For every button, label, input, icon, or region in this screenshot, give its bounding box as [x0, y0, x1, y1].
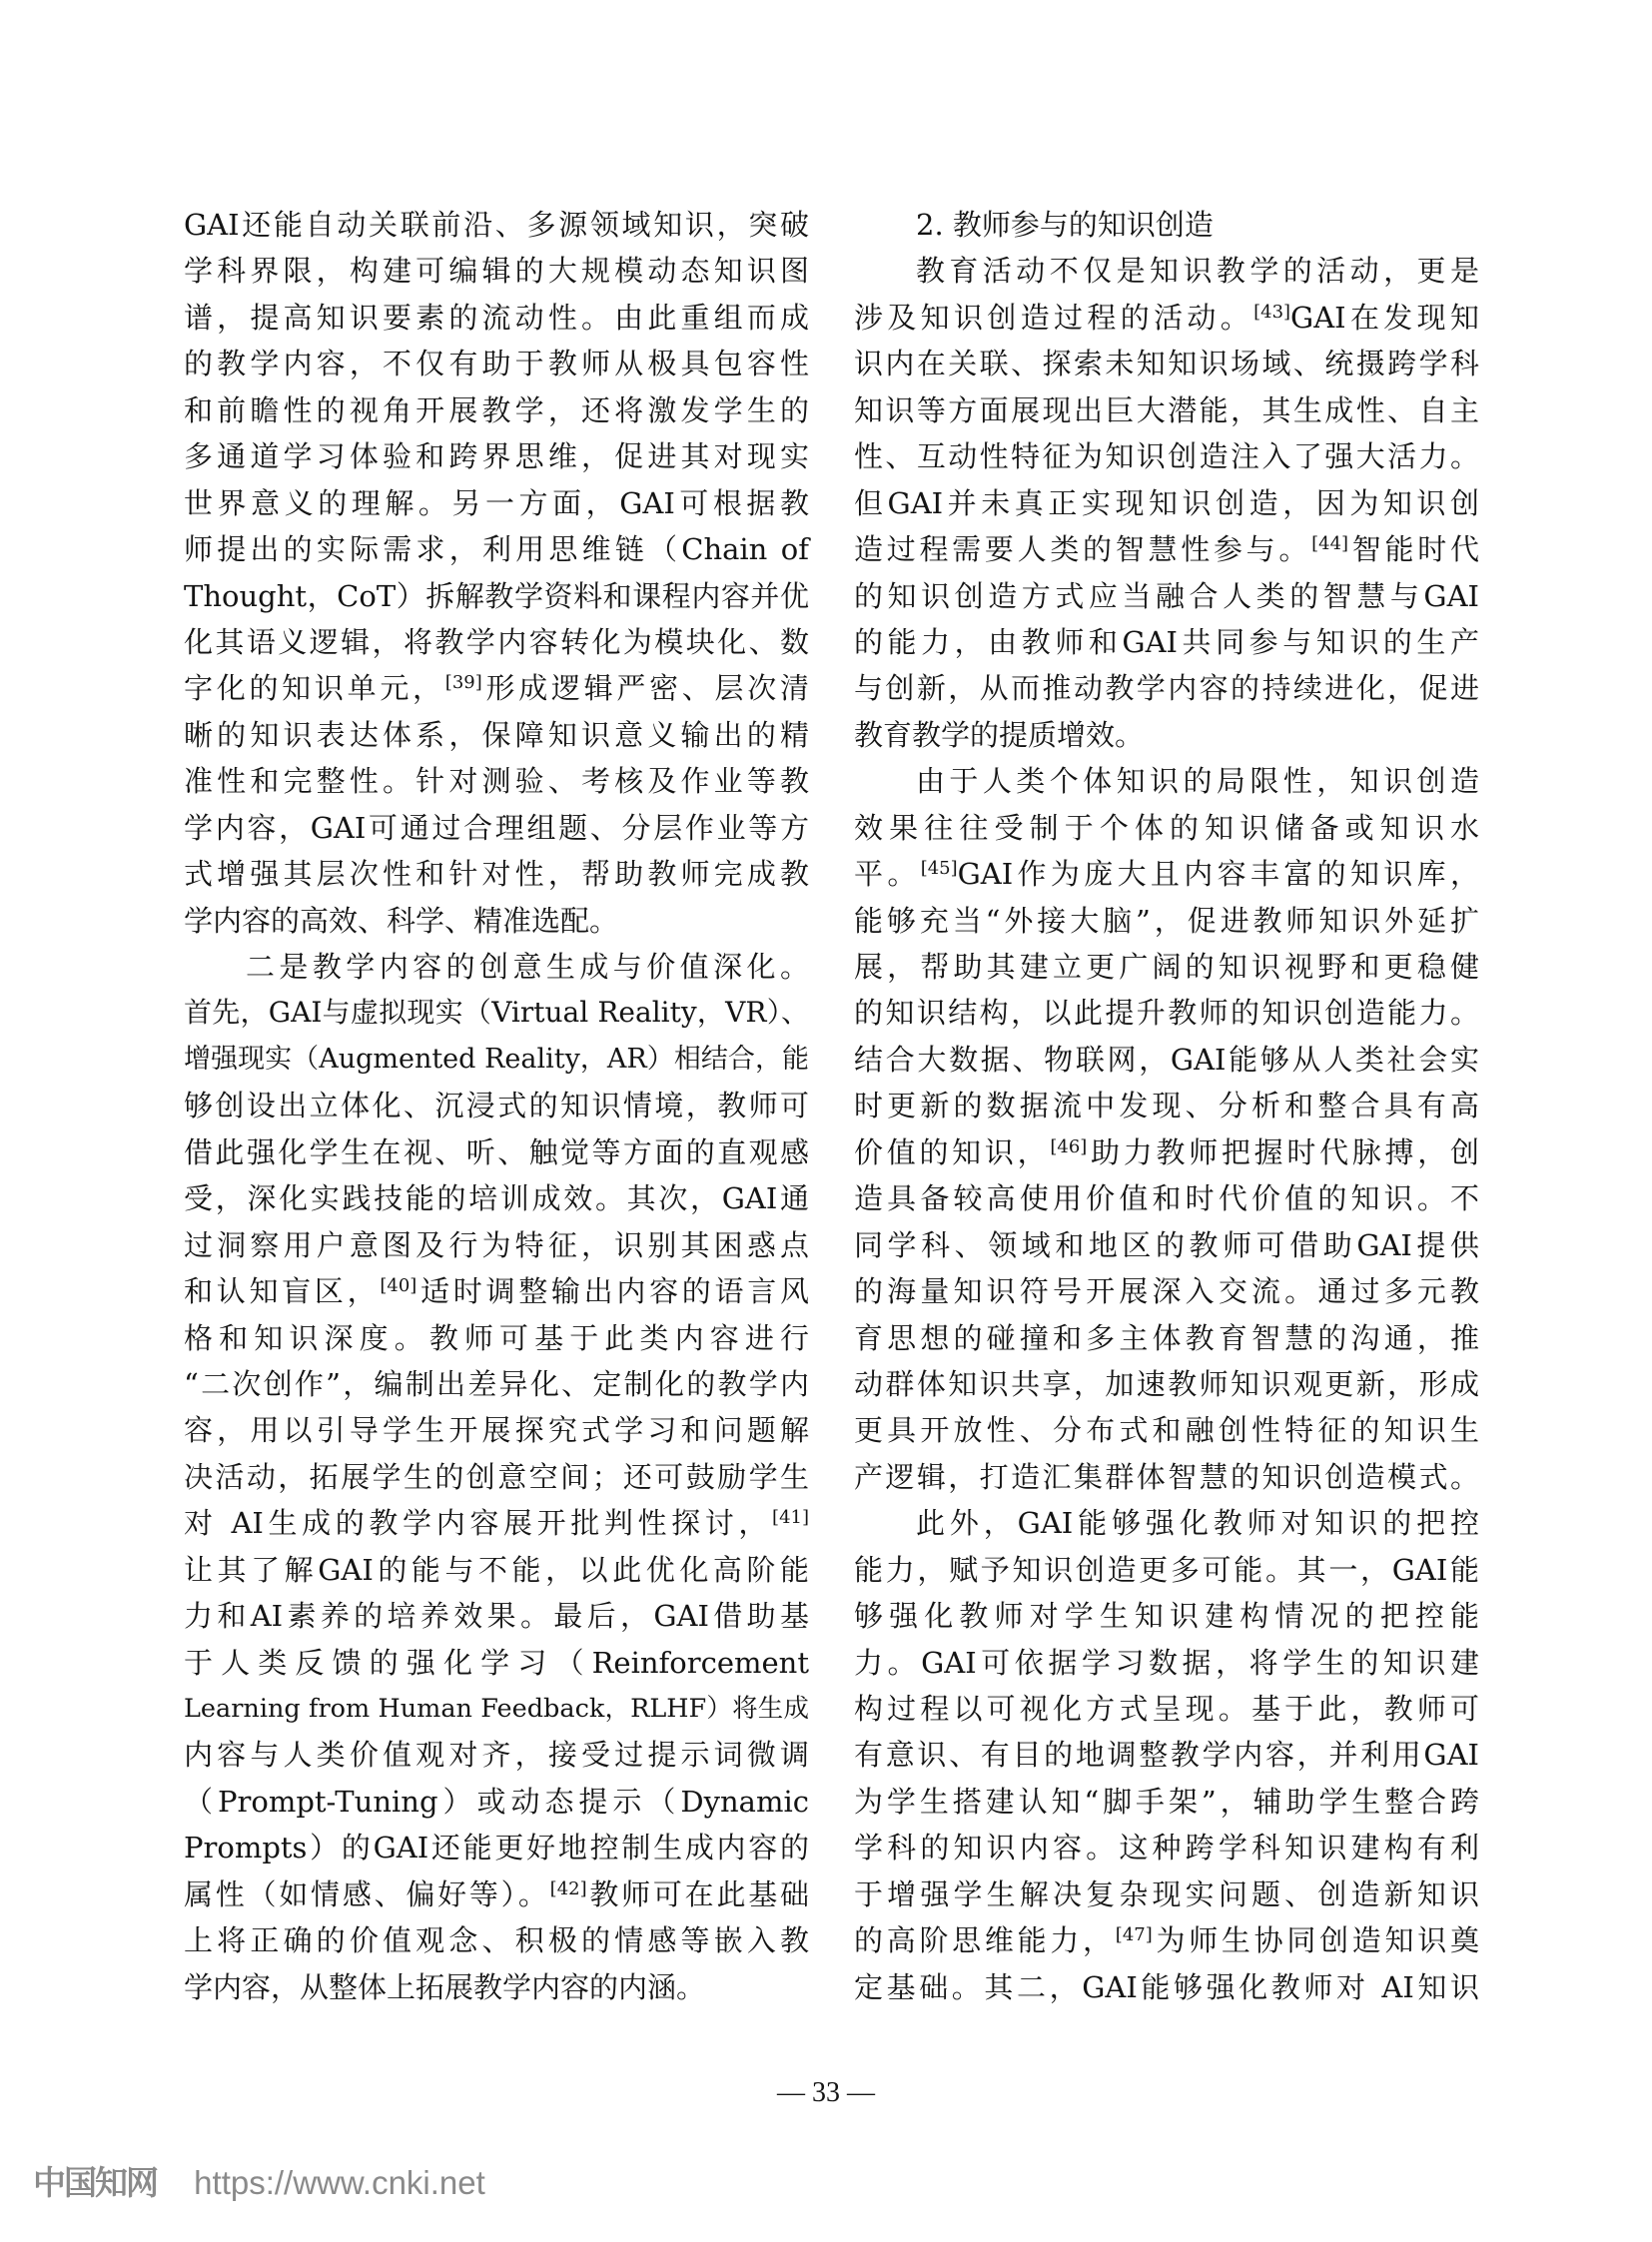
line-text: 学科的知识内容。这种跨学科知识建构有利	[854, 1831, 1479, 1866]
line-text: 动群体知识共享，加速教师知识观更新，形成	[854, 1366, 1479, 1401]
citation-marker[interactable]: [41]	[772, 1507, 809, 1529]
line-text-continued: 适时调整输出内容的语言风	[416, 1274, 809, 1309]
text-line	[854, 387, 1479, 433]
line-text-continued: 助力教师把握时代脉搏，创	[1087, 1134, 1479, 1169]
line-text: 于人类反馈的强化学习（Reinforcement	[184, 1645, 809, 1680]
text-line	[184, 898, 809, 944]
line-text: 格和知识深度。教师可基于此类内容进行	[184, 1320, 809, 1355]
line-text-continued: 教师可在此基础	[586, 1876, 809, 1911]
line-text: 够创设出立体化、沉浸式的知识情境，教师可	[184, 1089, 809, 1123]
citation-marker[interactable]: [43]	[1253, 301, 1291, 323]
line-text: 知识等方面展现出巨大潜能，其生成性、自主	[854, 392, 1479, 427]
text-line	[184, 573, 809, 619]
line-text: 力。GAI可依据学习数据，将学生的知识建	[854, 1645, 1479, 1680]
line-text: 首先，GAI与虚拟现实（Virtual Reality，VR）、	[184, 996, 809, 1030]
line-text-continued: 智能时代	[1348, 532, 1479, 567]
line-text: 此外，GAI能够强化教师对知识的把控	[916, 1506, 1479, 1541]
line-text: 的能力，由教师和GAI共同参与知识的生产	[854, 624, 1479, 659]
line-text: 造具备较高使用价值和时代价值的知识。不	[854, 1181, 1479, 1216]
left-column	[184, 202, 809, 2010]
text-line	[854, 573, 1479, 619]
text-line	[184, 619, 809, 665]
line-text: 与创新，从而推动教学内容的持续进化，促进	[854, 671, 1479, 706]
right-column	[854, 202, 1479, 2010]
text-line	[854, 1315, 1479, 1361]
line-text-continued: GAI在发现知	[1290, 300, 1479, 335]
line-text: 属性（如情感、偏好等）。	[184, 1876, 550, 1911]
line-text: 准性和完整性。针对测验、考核及作业等教	[184, 764, 809, 799]
text-line	[184, 1222, 809, 1268]
text-line	[184, 1037, 809, 1083]
page-number: — 33 —	[777, 2077, 875, 2108]
line-text: 价值的知识，	[854, 1134, 1051, 1169]
text-line	[854, 1361, 1479, 1407]
line-text: 同学科、领域和地区的教师可借助GAI提供	[854, 1227, 1479, 1262]
line-text: 师提出的实际需求，利用思维链（Chain of	[184, 532, 809, 567]
line-text: 对 AI生成的教学内容展开批判性探讨，	[184, 1506, 773, 1541]
text-line	[184, 712, 809, 758]
text-line	[184, 1175, 809, 1221]
line-text: 更具开放性、分布式和融创性特征的知识生	[854, 1413, 1479, 1448]
line-text: GAI还能自动关联前沿、多源领域知识，突破	[184, 208, 809, 242]
text-line	[854, 1825, 1479, 1870]
text-line	[184, 248, 809, 294]
citation-marker[interactable]: [39]	[444, 672, 482, 694]
line-text-continued: 形成逻辑严密、层次清	[481, 671, 809, 706]
text-line	[184, 341, 809, 386]
text-line	[854, 619, 1479, 665]
text-line	[854, 665, 1479, 711]
text-line	[854, 1964, 1479, 2010]
line-text: 够强化教师对学生知识建构情况的把控能	[854, 1599, 1479, 1634]
text-line	[854, 712, 1479, 758]
line-text: 化其语义逻辑，将教学内容转化为模块化、数	[184, 624, 809, 659]
line-text: 展，帮助其建立更广阔的知识视野和更稳健	[854, 950, 1479, 984]
text-line	[854, 1917, 1479, 1963]
text-line	[184, 480, 809, 526]
line-text: 容，用以引导学生开展探究式学习和问题解	[184, 1413, 809, 1448]
text-line	[184, 1640, 809, 1686]
line-text: “二次创作”，编制出差异化、定制化的教学内	[184, 1366, 809, 1401]
text-line	[184, 295, 809, 341]
section-heading	[854, 202, 1479, 248]
text-line	[854, 1871, 1479, 1917]
line-text: 能力，赋予知识创造更多可能。其一，GAI能	[854, 1552, 1479, 1587]
citation-marker[interactable]: [44]	[1311, 533, 1349, 555]
text-line	[184, 202, 809, 248]
line-text: 内容与人类价值观对齐，接受过提示词微调	[184, 1738, 809, 1773]
line-text: 于增强学生解决复杂现实问题、创造新知识	[854, 1876, 1479, 1911]
line-text: 学内容，GAI可通过合理组题、分层作业等方	[184, 810, 809, 845]
line-text: 的教学内容，不仅有助于教师从极具包容性	[184, 347, 809, 381]
text-line	[854, 1500, 1479, 1546]
text-line	[854, 1222, 1479, 1268]
text-line	[854, 1175, 1479, 1221]
text-line	[854, 944, 1479, 990]
text-line	[184, 851, 809, 897]
line-text: 学内容的高效、科学、精准选配。	[184, 903, 619, 938]
line-text: 时更新的数据流中发现、分析和整合具有高	[854, 1089, 1479, 1123]
text-line	[184, 1871, 809, 1917]
text-line	[854, 1129, 1479, 1175]
line-text: 的知识创造方式应当融合人类的智慧与GAI	[854, 578, 1479, 613]
text-line	[854, 1268, 1479, 1314]
line-text: 涉及知识创造过程的活动。	[854, 300, 1254, 335]
line-text: 让其了解GAI的能与不能，以此优化高阶能	[184, 1552, 809, 1587]
line-text: 有意识、有目的地调整教学内容，并利用GAI	[854, 1738, 1479, 1773]
text-line	[184, 665, 809, 711]
citation-marker[interactable]: [46]	[1050, 1135, 1088, 1157]
text-line	[184, 1964, 809, 2010]
text-line	[854, 1407, 1479, 1453]
line-text: 晰的知识表达体系，保障知识意义输出的精	[184, 717, 809, 752]
text-line	[854, 1037, 1479, 1083]
text-line	[854, 1593, 1479, 1639]
text-line	[184, 1454, 809, 1500]
line-text: Prompts）的GAI还能更好地控制生成内容的	[184, 1831, 809, 1866]
line-text: 学科界限，构建可编辑的大规模动态知识图	[184, 254, 809, 289]
line-text: 识内在关联、探索未知知识场域、统摄跨学科	[854, 347, 1479, 381]
cnki-url-link[interactable]: https://www.cnki.net	[194, 2164, 485, 2201]
text-line	[854, 526, 1479, 572]
citation-marker[interactable]: [42]	[549, 1877, 587, 1899]
text-line	[184, 1732, 809, 1778]
line-text: Thought，CoT）拆解教学资料和课程内容并优	[184, 578, 809, 613]
line-text: 和前瞻性的视角开展教学，还将激发学生的	[184, 392, 809, 427]
line-text: 造过程需要人类的智慧性参与。	[854, 532, 1312, 567]
line-text-continued: GAI作为庞大且内容丰富的知识库，	[957, 857, 1479, 892]
text-line	[854, 1732, 1479, 1778]
text-line	[184, 1361, 809, 1407]
text-line	[184, 758, 809, 804]
text-line	[854, 1686, 1479, 1732]
citation-marker[interactable]: [40]	[380, 1275, 417, 1297]
line-text: 为学生搭建认知“脚手架”，辅助学生整合跨	[854, 1784, 1479, 1819]
line-text: 构过程以可视化方式呈现。基于此，教师可	[854, 1692, 1479, 1726]
text-line	[854, 433, 1479, 479]
text-line	[184, 1825, 809, 1870]
text-line	[854, 1779, 1479, 1825]
text-line	[184, 1500, 809, 1546]
line-text: 平。	[854, 857, 921, 892]
line-text: （Prompt-Tuning）或动态提示（Dynamic	[184, 1784, 809, 1819]
text-line	[854, 295, 1479, 341]
line-text: 由于人类个体知识的局限性，知识创造	[916, 764, 1479, 799]
line-text: 效果往往受制于个体的知识储备或知识水	[854, 810, 1479, 845]
citation-marker[interactable]: [45]	[920, 858, 958, 880]
text-line	[184, 1779, 809, 1825]
line-text: 的海量知识符号开展深入交流。通过多元教	[854, 1274, 1479, 1309]
line-text: 学内容，从整体上拓展教学内容的内涵。	[184, 1969, 706, 2004]
line-text: 力和AI素养的培养效果。最后，GAI借助基	[184, 1599, 809, 1634]
line-text: 性、互动性特征为知识创造注入了强大活力。	[854, 439, 1479, 474]
line-text: 育思想的碰撞和多主体教育智慧的沟通，推	[854, 1320, 1479, 1355]
line-text: 式增强其层次性和针对性，帮助教师完成教	[184, 857, 809, 892]
line-text: 定基础。其二，GAI能够强化教师对 AI知识	[854, 1969, 1479, 2004]
text-line	[854, 1083, 1479, 1128]
line-text: 结合大数据、物联网，GAI能够从人类社会实	[854, 1042, 1479, 1077]
line-text: Learning from Human Feedback，RLHF）将生成	[184, 1694, 809, 1724]
text-line	[854, 248, 1479, 294]
text-line	[854, 898, 1479, 944]
text-line	[854, 341, 1479, 386]
text-line	[184, 1593, 809, 1639]
text-line	[854, 758, 1479, 804]
text-line	[184, 526, 809, 572]
text-line	[184, 805, 809, 851]
line-text: 世界意义的理解。另一方面，GAI可根据教	[184, 485, 809, 520]
line-text: 2. 教师参与的知识创造	[916, 208, 1214, 242]
text-line	[184, 1407, 809, 1453]
text-line	[184, 387, 809, 433]
line-text: 教育教学的提质增效。	[854, 717, 1145, 752]
line-text-continued: 为师生协同创造知识奠	[1152, 1923, 1479, 1958]
line-text: 的高阶思维能力，	[854, 1923, 1116, 1958]
cnki-watermark[interactable]	[33, 2157, 485, 2204]
text-line	[184, 1547, 809, 1593]
text-line	[184, 944, 809, 990]
text-line	[854, 480, 1479, 526]
text-line	[854, 851, 1479, 897]
text-line	[854, 1640, 1479, 1686]
line-text: 上将正确的价值观念、积极的情感等嵌入教	[184, 1923, 809, 1958]
text-line	[184, 1083, 809, 1128]
line-text: 产逻辑，打造汇集群体智慧的知识创造模式。	[854, 1459, 1479, 1494]
line-text: 但GAI并未真正实现知识创造，因为知识创	[854, 485, 1479, 520]
text-line	[184, 1917, 809, 1963]
cnki-logo-text: 中国知网	[33, 2164, 157, 2201]
line-text: 受，深化实践技能的培训成效。其次，GAI通	[184, 1181, 809, 1216]
line-text: 多通道学习体验和跨界思维，促进其对现实	[184, 439, 809, 474]
text-line	[854, 990, 1479, 1036]
line-text: 能够充当“外接大脑”，促进教师知识外延扩	[854, 903, 1479, 938]
text-line	[184, 990, 809, 1036]
citation-marker[interactable]: [47]	[1115, 1924, 1153, 1946]
line-text: 和认知盲区，	[184, 1274, 381, 1309]
line-text: 增强现实（Augmented Reality，AR）相结合，能	[184, 1043, 809, 1075]
line-text: 谱，提高知识要素的流动性。由此重组而成	[184, 300, 809, 335]
text-line	[184, 433, 809, 479]
line-text: 决活动，拓展学生的创意空间；还可鼓励学生	[184, 1459, 809, 1494]
text-line	[184, 1686, 809, 1732]
text-line	[854, 1454, 1479, 1500]
text-line	[184, 1315, 809, 1361]
text-line	[854, 1547, 1479, 1593]
line-text: 过洞察用户意图及行为特征，识别其困惑点	[184, 1227, 809, 1262]
line-text: 借此强化学生在视、听、触觉等方面的直观感	[184, 1134, 809, 1169]
line-text: 教育活动不仅是知识教学的活动，更是	[916, 254, 1479, 289]
line-text: 字化的知识单元，	[184, 671, 445, 706]
text-line	[184, 1268, 809, 1314]
text-line	[184, 1129, 809, 1175]
line-text: 的知识结构，以此提升教师的知识创造能力。	[854, 996, 1479, 1031]
line-text: 二是教学内容的创意生成与价值深化。	[246, 950, 809, 984]
text-line	[854, 805, 1479, 851]
